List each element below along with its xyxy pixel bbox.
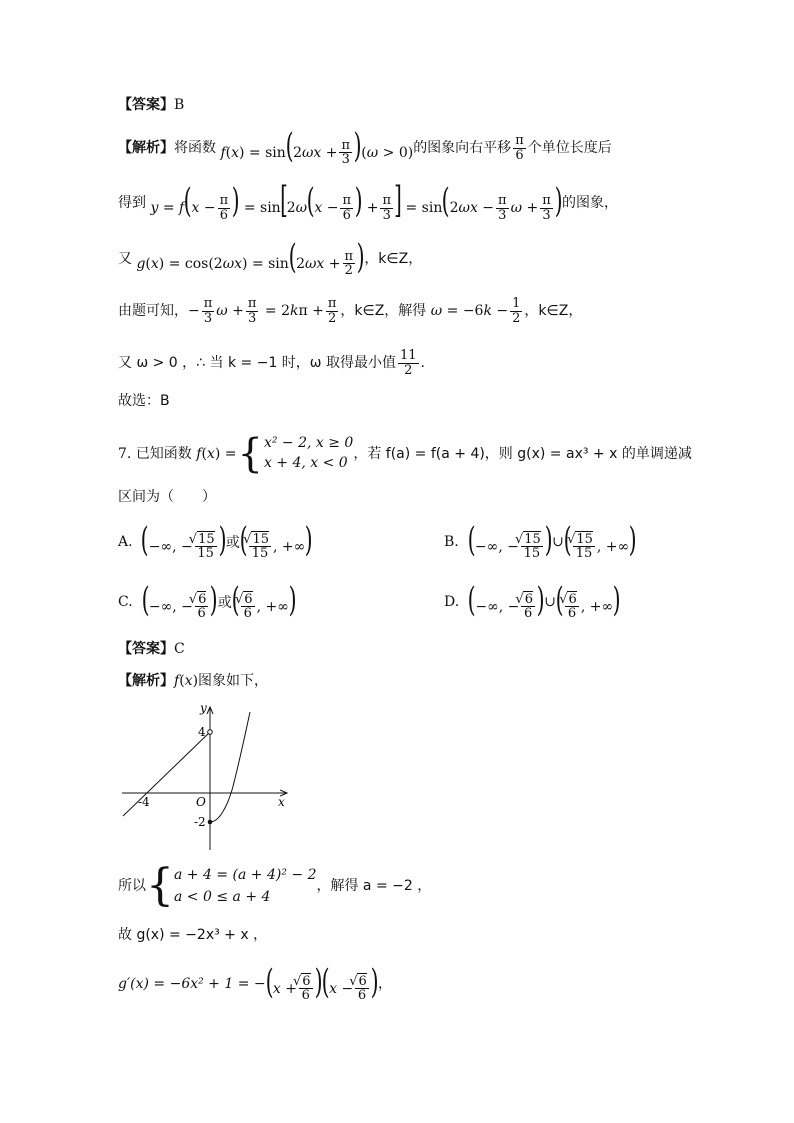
open-point — [208, 730, 213, 735]
analysis-2-intro: 【解析】 f(x) 图象如下， — [118, 673, 269, 689]
function-graph — [118, 700, 298, 856]
piecewise-definition: x² − 2, x ≥ 0 x + 4, x < 0 — [263, 435, 354, 471]
closed-point — [208, 820, 213, 825]
question-7-stem-line2: 区间为（ ） — [118, 489, 216, 505]
conclusion-line: 故选：B — [118, 393, 170, 409]
formula-omega: ω = −6k − $\frac{1}{2}$ — [430, 295, 521, 326]
option-d[interactable]: D. (−∞, − √ $\frac{6}{6}$ ) ∪ ( √ $\frac{6}{6}$ , +∞) — [444, 582, 620, 622]
analysis-line-1: 【解析】 将函数 f(x) = sin(2ωx + $\frac{\pi}{3}$ )(ω > 0) 的图象向右平移 $\frac{\pi}{6}$ 个单位长度后 — [118, 125, 612, 168]
formula-shift: y = f(x − $\frac{\pi}{6}$ ) = sin[2ω(x − $\frac{\pi}{6}$ ) + $\frac{\pi}{3}$ ] = sin(2ωx − $\frac{\pi}{3}$ ω + $\frac{\pi}{3}$ ) — [150, 180, 563, 223]
x-tick-minus-4: -4 — [138, 795, 150, 809]
formula-g-def: g(x) = cos(2ωx) = sin(2ωx + $\frac{\pi}{2}$ ) — [136, 236, 365, 279]
question-number: 7. — [118, 446, 132, 462]
answer-line-1 — [118, 98, 184, 112]
option-a[interactable]: A. (−∞, − √ $\frac{15}{15}$ ) 或 ( √ $\frac{15}{15}$ , +∞) — [118, 522, 313, 562]
derivative-line: g′(x) = −6x² + 1 = − (x + √ $\frac{6}{6}$ )(x − √ $\frac{6}{6}$ ) ， — [118, 964, 392, 1004]
answer-line-2: 【答案】 C — [118, 641, 185, 657]
analysis-line-2: 得到 y = f(x − $\frac{\pi}{6}$ ) = sin[2ω(x − $\frac{\pi}{6}$ ) + $\frac{\pi}{3}$ ] = sin(2ωx − $\frac{\pi}{3}$ ω + $\frac{\pi}{3}$ ) 的图象， — [118, 180, 618, 223]
y-tick-4: 4 — [198, 725, 206, 739]
analysis-line-3: 又 g(x) = cos(2ωx) = sin(2ωx + $\frac{\pi}{2}$ ) ，k∈Z， — [118, 236, 423, 279]
question-7-stem: 7. 已知函数 f(x) = { x² − 2, x ≥ 0 x + 4, x < 0 ，若 f(a) = f(a + 4)，则 g(x) = ax³ + x 的单调递减 — [118, 431, 692, 477]
analysis-line-4: 由题可知， − $\frac{\pi}{3}$ ω + $\frac{\pi}{3}$ = 2kπ + $\frac{\pi}{2}$ ，k∈Z，解得 ω = −6k − $\frac{1}{2}$ ，k∈Z， — [118, 295, 583, 326]
formula-equation: − $\frac{\pi}{3}$ ω + $\frac{\pi}{3}$ = 2kπ + $\frac{\pi}{2}$ — [188, 295, 337, 326]
parabola-branch — [210, 712, 250, 822]
y-axis-label: y — [200, 701, 207, 715]
option-b[interactable]: B. (−∞, − √ $\frac{15}{15}$ ) ∪ ( √ $\frac{15}{15}$ , +∞) — [444, 522, 636, 562]
system-equations: a + 4 = (a + 4)² − 2 a < 0 ≤ a + 4 — [174, 866, 317, 905]
system-line: 所以 { a + 4 = (a + 4)² − 2 a < 0 ≤ a + 4 ，解得 a = −2 ， — [118, 860, 432, 911]
g-line: 故 g(x) = −2x³ + x ， — [118, 927, 268, 943]
origin-label: O — [196, 795, 206, 809]
option-c[interactable]: C. (−∞, − √ $\frac{6}{6}$ ) 或 ( √ $\frac{6}{6}$ , +∞) — [118, 582, 296, 622]
answer-tag: 【答案】 — [118, 97, 174, 113]
y-tick-minus-2: -2 — [194, 815, 206, 829]
formula-f-def: f(x) = sin(2ωx + $\frac{\pi}{3}$ )(ω > 0) — [220, 125, 414, 168]
analysis-tag: 【解析】 — [118, 140, 174, 156]
analysis-line-5: 又 ω > 0 ，∴ 当 k = −1 时，ω 取得最小值 $\frac{11}{2}$ . — [118, 347, 425, 378]
x-axis-label: x — [278, 795, 285, 809]
answer-value: B — [174, 97, 185, 113]
